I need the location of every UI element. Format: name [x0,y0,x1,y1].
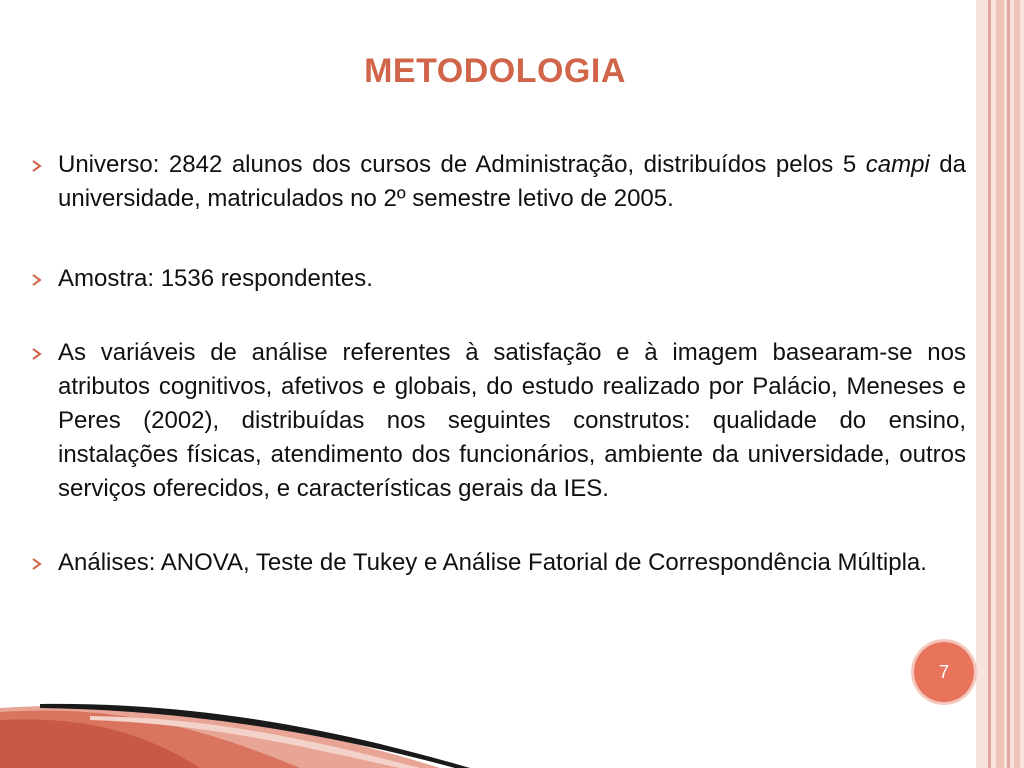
bullet-analises [30,546,966,580]
arrow-bullet-icon [30,557,44,571]
arrow-bullet-icon [30,159,44,173]
bullet-variaveis [30,336,966,506]
right-decorative-stripes [976,0,1024,768]
slide-title: METODOLOGIA [364,52,626,90]
bullet-list [30,148,966,580]
page-number: 7 [938,661,949,682]
bullet-universo-text-b: da universidade, matriculados no 2º semestre letivo de 2005. [58,151,966,212]
bullet-universo [30,148,966,216]
bullet-amostra-text: Amostra: 1536 respondentes. [58,265,373,292]
arrow-bullet-icon [30,273,44,287]
bullet-amostra [30,262,966,296]
arrow-bullet-icon [30,347,44,361]
bullet-variaveis-text: As variáveis de análise referentes à satisfação e à imagem basearam-se nos atributos cognitivos, afetivos e globais, do estudo realizado por Palácio, Meneses e Peres (2002), distribuídas nos seguintes construtos: qualidade do ensino, instalações físicas, atendimento dos funcionários, ambiente da universidade, outros serviços oferecidos, e características gerais da IES. [58,339,966,502]
bullet-universo-text-a: Universo: 2842 alunos dos cursos de Administração, distribuídos pelos 5 [58,151,866,178]
bullet-universo-campi: campi [865,151,930,178]
bullet-analises-text: Análises: ANOVA, Teste de Tukey e Análise Fatorial de Correspondência Múltipla. [58,549,927,576]
bottom-swoosh-decoration [0,690,1024,768]
